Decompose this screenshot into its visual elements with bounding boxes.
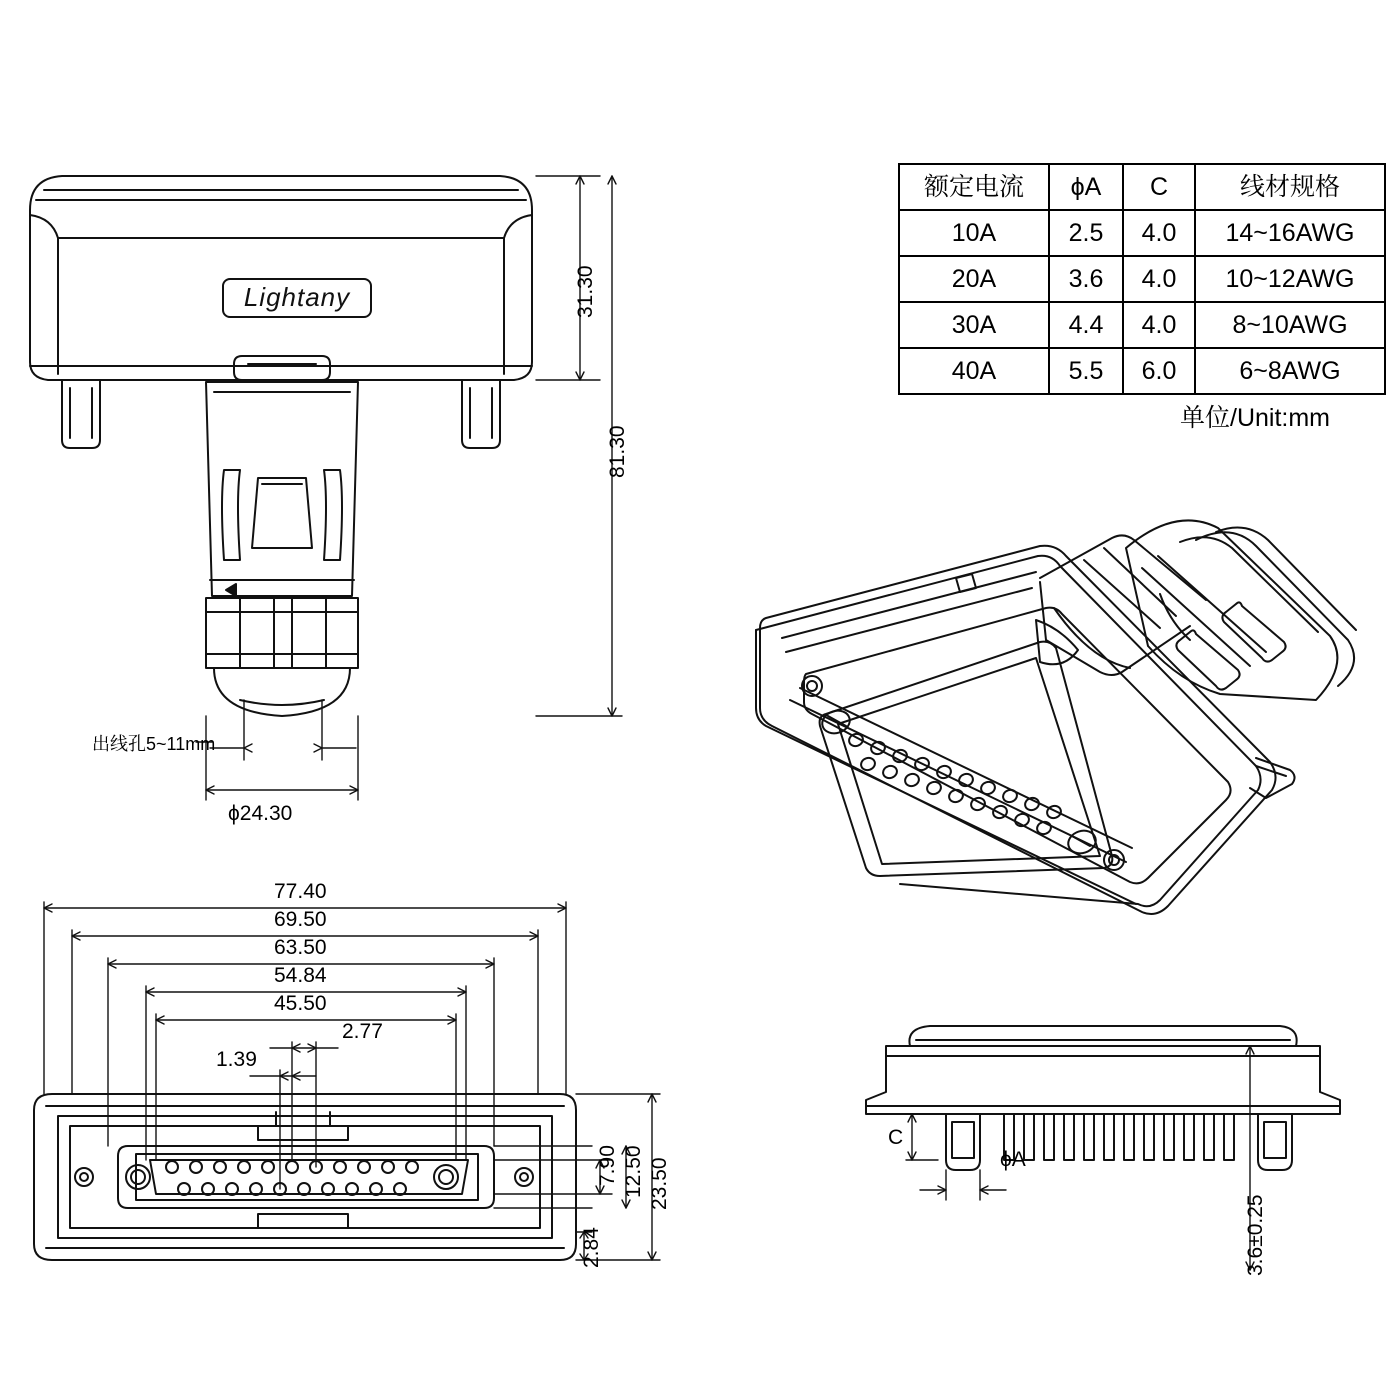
isometric-view xyxy=(756,520,1356,914)
pin-array xyxy=(166,1161,418,1195)
dim-phi-24-30: ϕ24.30 xyxy=(228,802,293,825)
cell-current: 20A xyxy=(899,256,1049,302)
cell-c: 4.0 xyxy=(1123,256,1195,302)
table-row xyxy=(899,210,1385,256)
cell-wire: 14~16AWG xyxy=(1195,210,1385,256)
isometric-pin-array xyxy=(847,732,1062,836)
header-phi-a: ϕA xyxy=(1049,164,1123,210)
dim-45-50: 45.50 xyxy=(274,992,327,1015)
dim-69-50: 69.50 xyxy=(274,908,327,931)
cell-wire: 8~10AWG xyxy=(1195,302,1385,348)
dim-23-50: 23.50 xyxy=(648,1157,671,1210)
bottom-view-assembly xyxy=(34,1094,576,1260)
header-c: C xyxy=(1123,164,1195,210)
dim-54-84: 54.84 xyxy=(274,964,327,987)
dim-2-77: 2.77 xyxy=(342,1020,383,1043)
cell-c: 6.0 xyxy=(1123,348,1195,394)
header-rated-current: 额定电流 xyxy=(899,164,1049,210)
unit-note: 单位/Unit:mm xyxy=(1180,404,1331,432)
cell-c: 4.0 xyxy=(1123,302,1195,348)
front-view-assembly xyxy=(30,176,532,716)
dim-phi-a: ϕA xyxy=(1000,1148,1026,1171)
side-pin-comb xyxy=(1004,1114,1234,1160)
table-row xyxy=(899,348,1385,394)
front-view-dimensions xyxy=(196,176,622,800)
dim-2-84: 2.84 xyxy=(580,1227,603,1268)
dim-77-40: 77.40 xyxy=(274,880,327,903)
cell-wire: 10~12AWG xyxy=(1195,256,1385,302)
dim-cable-hole-note: 出线孔5~11mm xyxy=(92,734,216,754)
cell-current: 10A xyxy=(899,210,1049,256)
bottom-view-dimensions xyxy=(44,902,660,1260)
side-view-assembly xyxy=(866,1026,1340,1170)
brand-logo: Lightany xyxy=(222,278,372,318)
dim-12-50: 12.50 xyxy=(622,1145,645,1198)
cell-phi-a: 5.5 xyxy=(1049,348,1123,394)
table-row xyxy=(899,302,1385,348)
dim-63-50: 63.50 xyxy=(274,936,327,959)
dim-3-6-tol: 3.6±0.25 xyxy=(1244,1194,1267,1276)
dim-c: C xyxy=(888,1126,904,1149)
header-wire-spec: 线材规格 xyxy=(1195,164,1385,210)
dim-1-39: 1.39 xyxy=(216,1048,257,1071)
cell-wire: 6~8AWG xyxy=(1195,348,1385,394)
cell-current: 40A xyxy=(899,348,1049,394)
dim-81-30: 81.30 xyxy=(606,425,629,478)
table-header-row xyxy=(899,164,1385,210)
cell-current: 30A xyxy=(899,302,1049,348)
dim-7-90: 7.90 xyxy=(596,1145,619,1186)
cell-phi-a: 3.6 xyxy=(1049,256,1123,302)
cell-phi-a: 4.4 xyxy=(1049,302,1123,348)
table-row xyxy=(899,256,1385,302)
spec-table xyxy=(898,163,1386,395)
cell-phi-a: 2.5 xyxy=(1049,210,1123,256)
dim-31-30: 31.30 xyxy=(574,265,597,318)
cell-c: 4.0 xyxy=(1123,210,1195,256)
